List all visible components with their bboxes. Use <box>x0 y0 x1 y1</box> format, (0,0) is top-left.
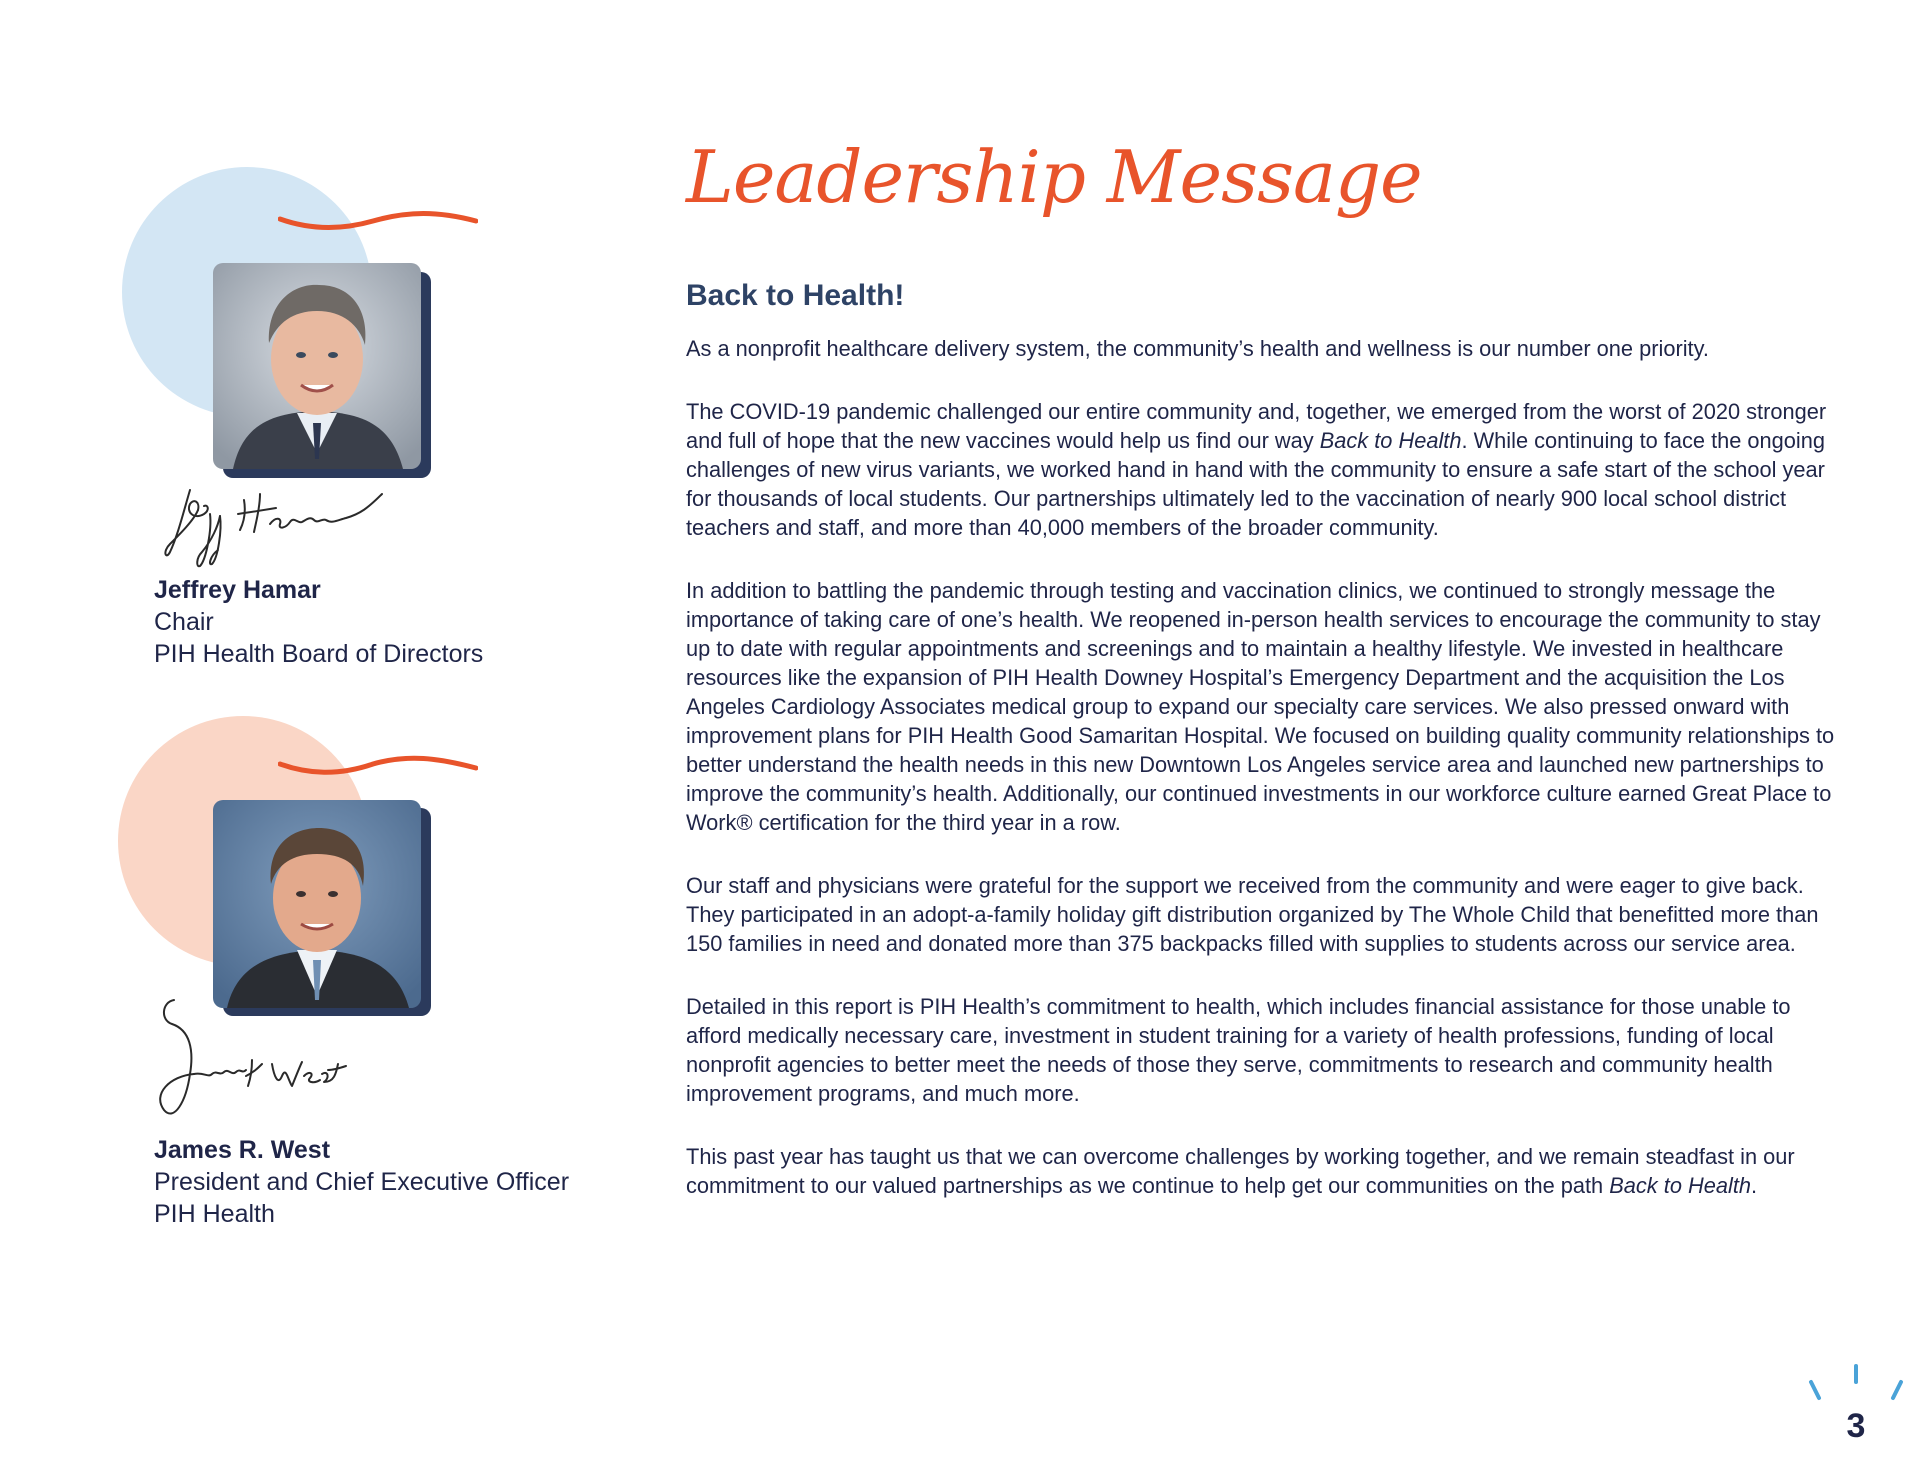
paragraph-text: . <box>1751 1173 1758 1198</box>
message-paragraph <box>686 992 1846 1108</box>
paragraph-text: The COVID-19 pandemic challenged our entire community and, together, we emerged from the worst of 2020 stronger and full of hope that the new vaccines would help us find our way <box>686 399 1827 453</box>
leader-role: President and Chief Executive Officer <box>154 1168 570 1196</box>
leader-organization: PIH Health <box>154 1200 275 1228</box>
message-paragraph <box>686 334 1846 363</box>
page-number: 3 <box>1846 1407 1866 1445</box>
portrait-placeholder-icon <box>213 263 421 469</box>
emphasized-text: Back to Health <box>1609 1173 1752 1198</box>
paragraph-text: As a nonprofit healthcare delivery system, the community’s health and wellness is our number one priority. <box>686 336 1709 361</box>
signature-james-west <box>150 990 350 1130</box>
leader-photo-jeffrey-hamar <box>213 263 421 469</box>
leader-role: Chair <box>154 608 214 636</box>
paragraph-text: In addition to battling the pandemic through testing and vaccination clinics, we continued to strongly message the importance of taking care of one’s health. We reopened in-person health services to encourage the community to stay up to date with regular appointments and screenings and to maintain a healthy lifestyle. We invested in healthcare resources like the expansion of PIH Health Downey Hospital’s Emergency Department and the acquisition the Los Angeles Cardiology Associates medical group to expand our specialty care services. We also pressed onward with improvement plans for PIH Health Good Samaritan Hospital. We focused on building quality community relationships to better understand the health needs in this new Downtown Los Angeles service area and launched new partnerships to improve the community’s health. Additionally, our continued investments in our workforce culture earned Great Place to Work® certification for the third year in a row. <box>686 578 1835 835</box>
leader-photo-james-west <box>213 800 421 1008</box>
squiggle-decoration <box>278 205 478 235</box>
leader-name: Jeffrey Hamar <box>154 576 321 604</box>
message-body <box>686 334 1846 1234</box>
leader-name: James R. West <box>154 1136 331 1164</box>
leader-organization: PIH Health Board of Directors <box>154 640 484 668</box>
squiggle-decoration <box>278 750 478 780</box>
emphasized-text: Back to Health <box>1319 428 1462 453</box>
section-subtitle: Back to Health! <box>686 279 905 312</box>
portrait-placeholder-icon <box>213 800 421 1008</box>
paragraph-text: Detailed in this report is PIH Health’s commitment to health, which includes financial assistance for those unable to afford medically necessary care, investment in student training for a variety of health professions, funding of local nonprofit agencies to better meet the needs of those they serve, commitments to research and community health improvement programs, and much more. <box>686 994 1791 1106</box>
paragraph-text: Our staff and physicians were grateful for the support we received from the community and were eager to give back. They participated in an adopt-a-family holiday gift distribution organized by The Whole Child that benefitted more than 150 families in need and donated more than 375 backpacks filled with supplies to students across our service area. <box>686 873 1819 956</box>
paragraph-text: . While continuing to face the ongoing challenges of new virus variants, we worked hand in hand with the community to ensure a safe start of the school year for thousands of local students. Our partnerships ultimately led to the vaccination of nearly 900 local school district teachers and staff, and more than 40,000 members of the broader community. <box>686 428 1826 540</box>
message-paragraph <box>686 576 1846 837</box>
message-paragraph <box>686 397 1846 542</box>
message-paragraph <box>686 871 1846 958</box>
page-title: Leadership Message <box>686 135 1422 219</box>
paragraph-text: This past year has taught us that we can overcome challenges by working together, and we remain steadfast in our commitment to our valued partnerships as we continue to help get our communities on the path <box>686 1144 1795 1198</box>
message-paragraph <box>686 1142 1846 1200</box>
signature-jeffrey-hamar <box>160 480 390 570</box>
